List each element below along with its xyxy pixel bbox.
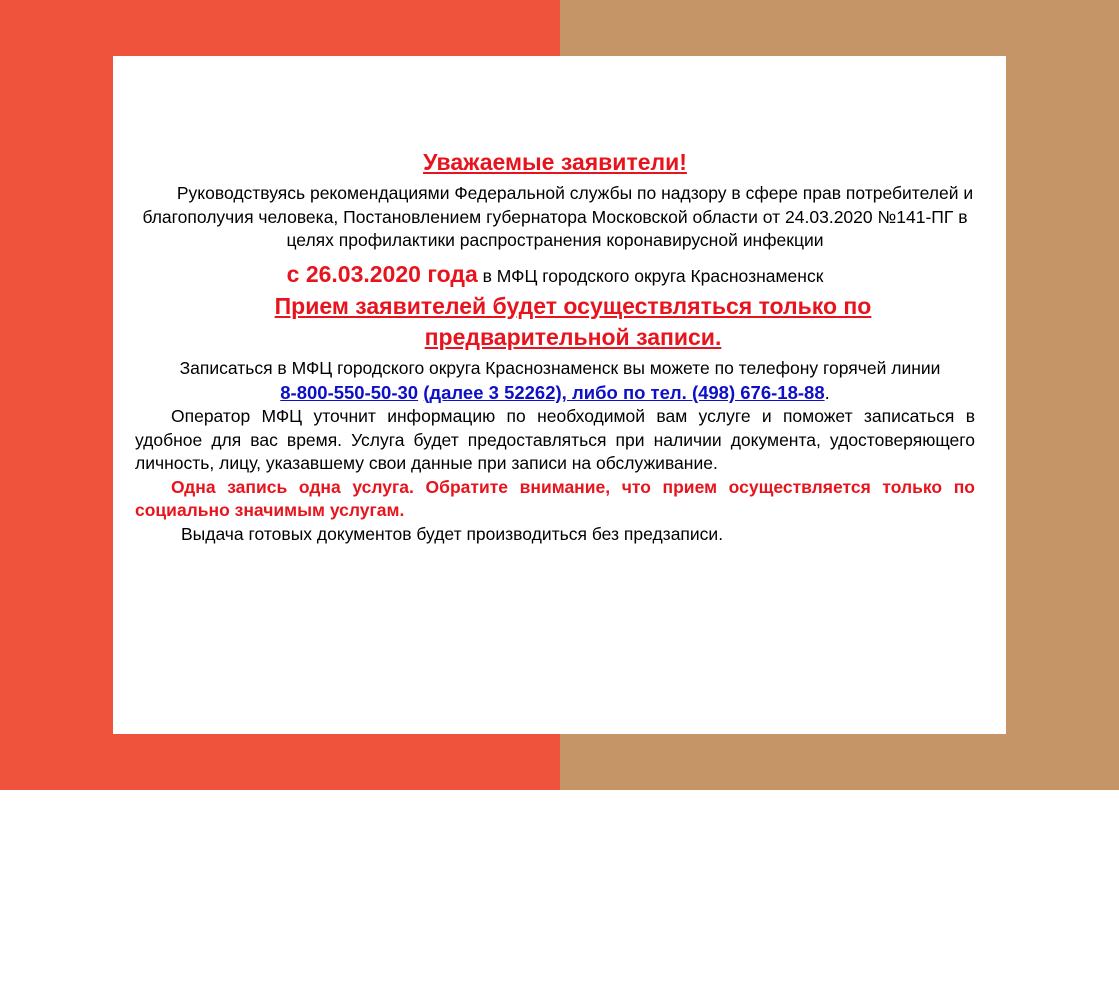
notice-content	[135, 148, 975, 546]
notice-heading: Уважаемые заявители!	[423, 149, 687, 175]
phone-period: .	[824, 382, 830, 403]
extra-phone-link[interactable]: (далее 3 52262), либо по тел. (498) 676-18-88	[423, 382, 825, 403]
date-location: в МФЦ городского округа Краснознаменск	[477, 265, 824, 286]
signup-paragraph: Записаться в МФЦ городского округа Краснознаменск вы можете по телефону горячей линии	[179, 357, 941, 378]
phone-line	[135, 380, 975, 405]
issuance-paragraph: Выдача готовых документов будет производиться без предзаписи.	[181, 523, 724, 544]
operator-paragraph: Оператор МФЦ уточнит информацию по необходимой вам услуге и поможет записаться в удобное для вас время. Услуга будет предоставляться при наличии документа, удостоверяющего личность, лицу, указавшему свои данные при записи на обслуживание.	[135, 406, 975, 473]
one-service-warning: Одна запись одна услуга. Обратите внимание, что прием осуществляется только по социально значимым услугам.	[135, 476, 975, 520]
intro-paragraph: Руководствуясь рекомендациями Федеральной службы по надзору в сфере прав потребителей и благополучия человека, Постановлением губернатора Московской области от 24.03.2020 №141-ПГ в целях профилактики распространения коронавирусной инфекции	[142, 183, 974, 250]
reception-notice: Прием заявителей будет осуществляться только по предварительной записи.	[274, 292, 872, 350]
hotline-phone-link[interactable]: 8-800-550-50-30	[280, 382, 419, 403]
date-emphasis: с 26.03.2020 года	[286, 260, 478, 287]
notice-card	[113, 56, 1006, 734]
date-line	[135, 259, 975, 291]
